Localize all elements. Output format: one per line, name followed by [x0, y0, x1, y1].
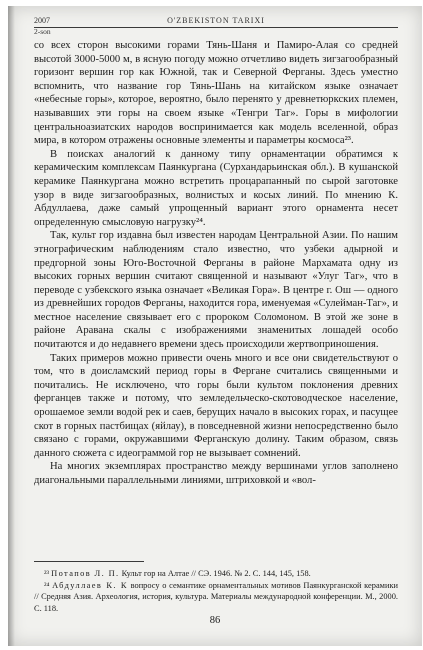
- footnote: [34, 580, 398, 614]
- journal-page: [8, 6, 422, 646]
- paragraph: Так, культ гор издавна был известен народам Центральной Азии. По нашим этнографическим наблюдениям стало известно, что узбеки адырной и предгорной зоны Юго-Восточной Ферганы в районе Мархамата одну из высоких горных вершин считают священной и называют «Улуг Таг», что в переводе с узбекского языка означает «Великая Гора». В центре г. Ош — одного из древнейших городов Ферганы, находится гора, именуемая «Сулейман-Таг», и местное население связывает его с пророком Соломоном. В этой же зоне в районе Аравана скалы с изображениями знаменитых лошадей особо почитаются и до недавнего времени здесь происходили жертвоприношения.: [34, 230, 398, 351]
- footnote-text: вопросу о семантике орнаментальных мотивов Паянкурганской керамики // Средняя Азия. Археология, история, культура. Материалы международной конференции. М., 2000. С. 118.: [34, 581, 398, 613]
- footnote-rule: [34, 561, 144, 562]
- footnote-number: ²⁴: [44, 581, 50, 591]
- paragraph: В поисках аналогий к данному типу орнаментации обратимся к керамическим комплексам Паянкургана (Сурхандарьинская обл.). В кушанской керамике Паянкургана можно встретить процарапанный по сырой заготовке узор в виде зигзагообразных, волнистых и косых линий. По мнению К. Абдуллаева, даже самый упрощенный вариант этого орнамента несет определенную смысловую нагрузку²⁴.: [34, 148, 398, 228]
- footnote-author: Потапов Л. П.: [51, 569, 120, 578]
- footnote: [34, 568, 398, 579]
- header-rule: [34, 27, 398, 28]
- header-journal-title: O'ZBEKISTON TARIXI: [167, 16, 265, 25]
- page-number: 86: [209, 615, 221, 626]
- header-year: 2007: [34, 16, 50, 25]
- article-body: [34, 39, 398, 488]
- footnote-author: Абдуллаев К. К: [52, 581, 128, 591]
- footnote-number: ²³: [44, 569, 50, 578]
- paragraph: Таких примеров можно привести очень много и все они свидетельствуют о том, что в доисламский период горы в Фергане считались священными и почитались. Не исключено, что горы были культом поклонения древних ферганцев также и потому, что земледельческо-скотоводческое население, орошаемое земли водой рек и саев, берущих начало в высоких горах, и пасущее скот в горных пастбищах (яйлау), в повседневной жизни непосредственно было связано с горами, окружавшими Ферганскую долину. Таким образом, связь данного сюжета с идеограммой гор не вызывает сомнений.: [34, 352, 398, 459]
- header-issue: 2-son: [34, 27, 51, 36]
- paragraph: На многих экземплярах пространство между вершинами углов заполнено диагональными параллельными линиями, штриховкой и «вол-: [34, 461, 398, 486]
- paragraph: со всех сторон высокими горами Тянь-Шаня и Памиро-Алая со средней высотой 3000-5000 м, в ясную погоду можно отчетливо видеть зигзагообразный горизонт вершин гор как Южной, так и Северной Ферганы. Здесь уместно вспомнить, что название гор Тянь-Шань на китайском языке означает «небесные горы», которое, вероятно, было перенято у древнетюркских племен, называвших эти горы на своем языке «Тенгри Таг». Горы в мифологии центральноазиатских народов воспринимается как модель вселенной, образ мира, в котором отражены основные элементы и параметры космоса²³.: [34, 40, 398, 147]
- footnote-text: Культ гор на Алтае // СЭ. 1946. № 2. С. 144, 145, 158.: [119, 569, 311, 578]
- footnotes: [34, 568, 398, 615]
